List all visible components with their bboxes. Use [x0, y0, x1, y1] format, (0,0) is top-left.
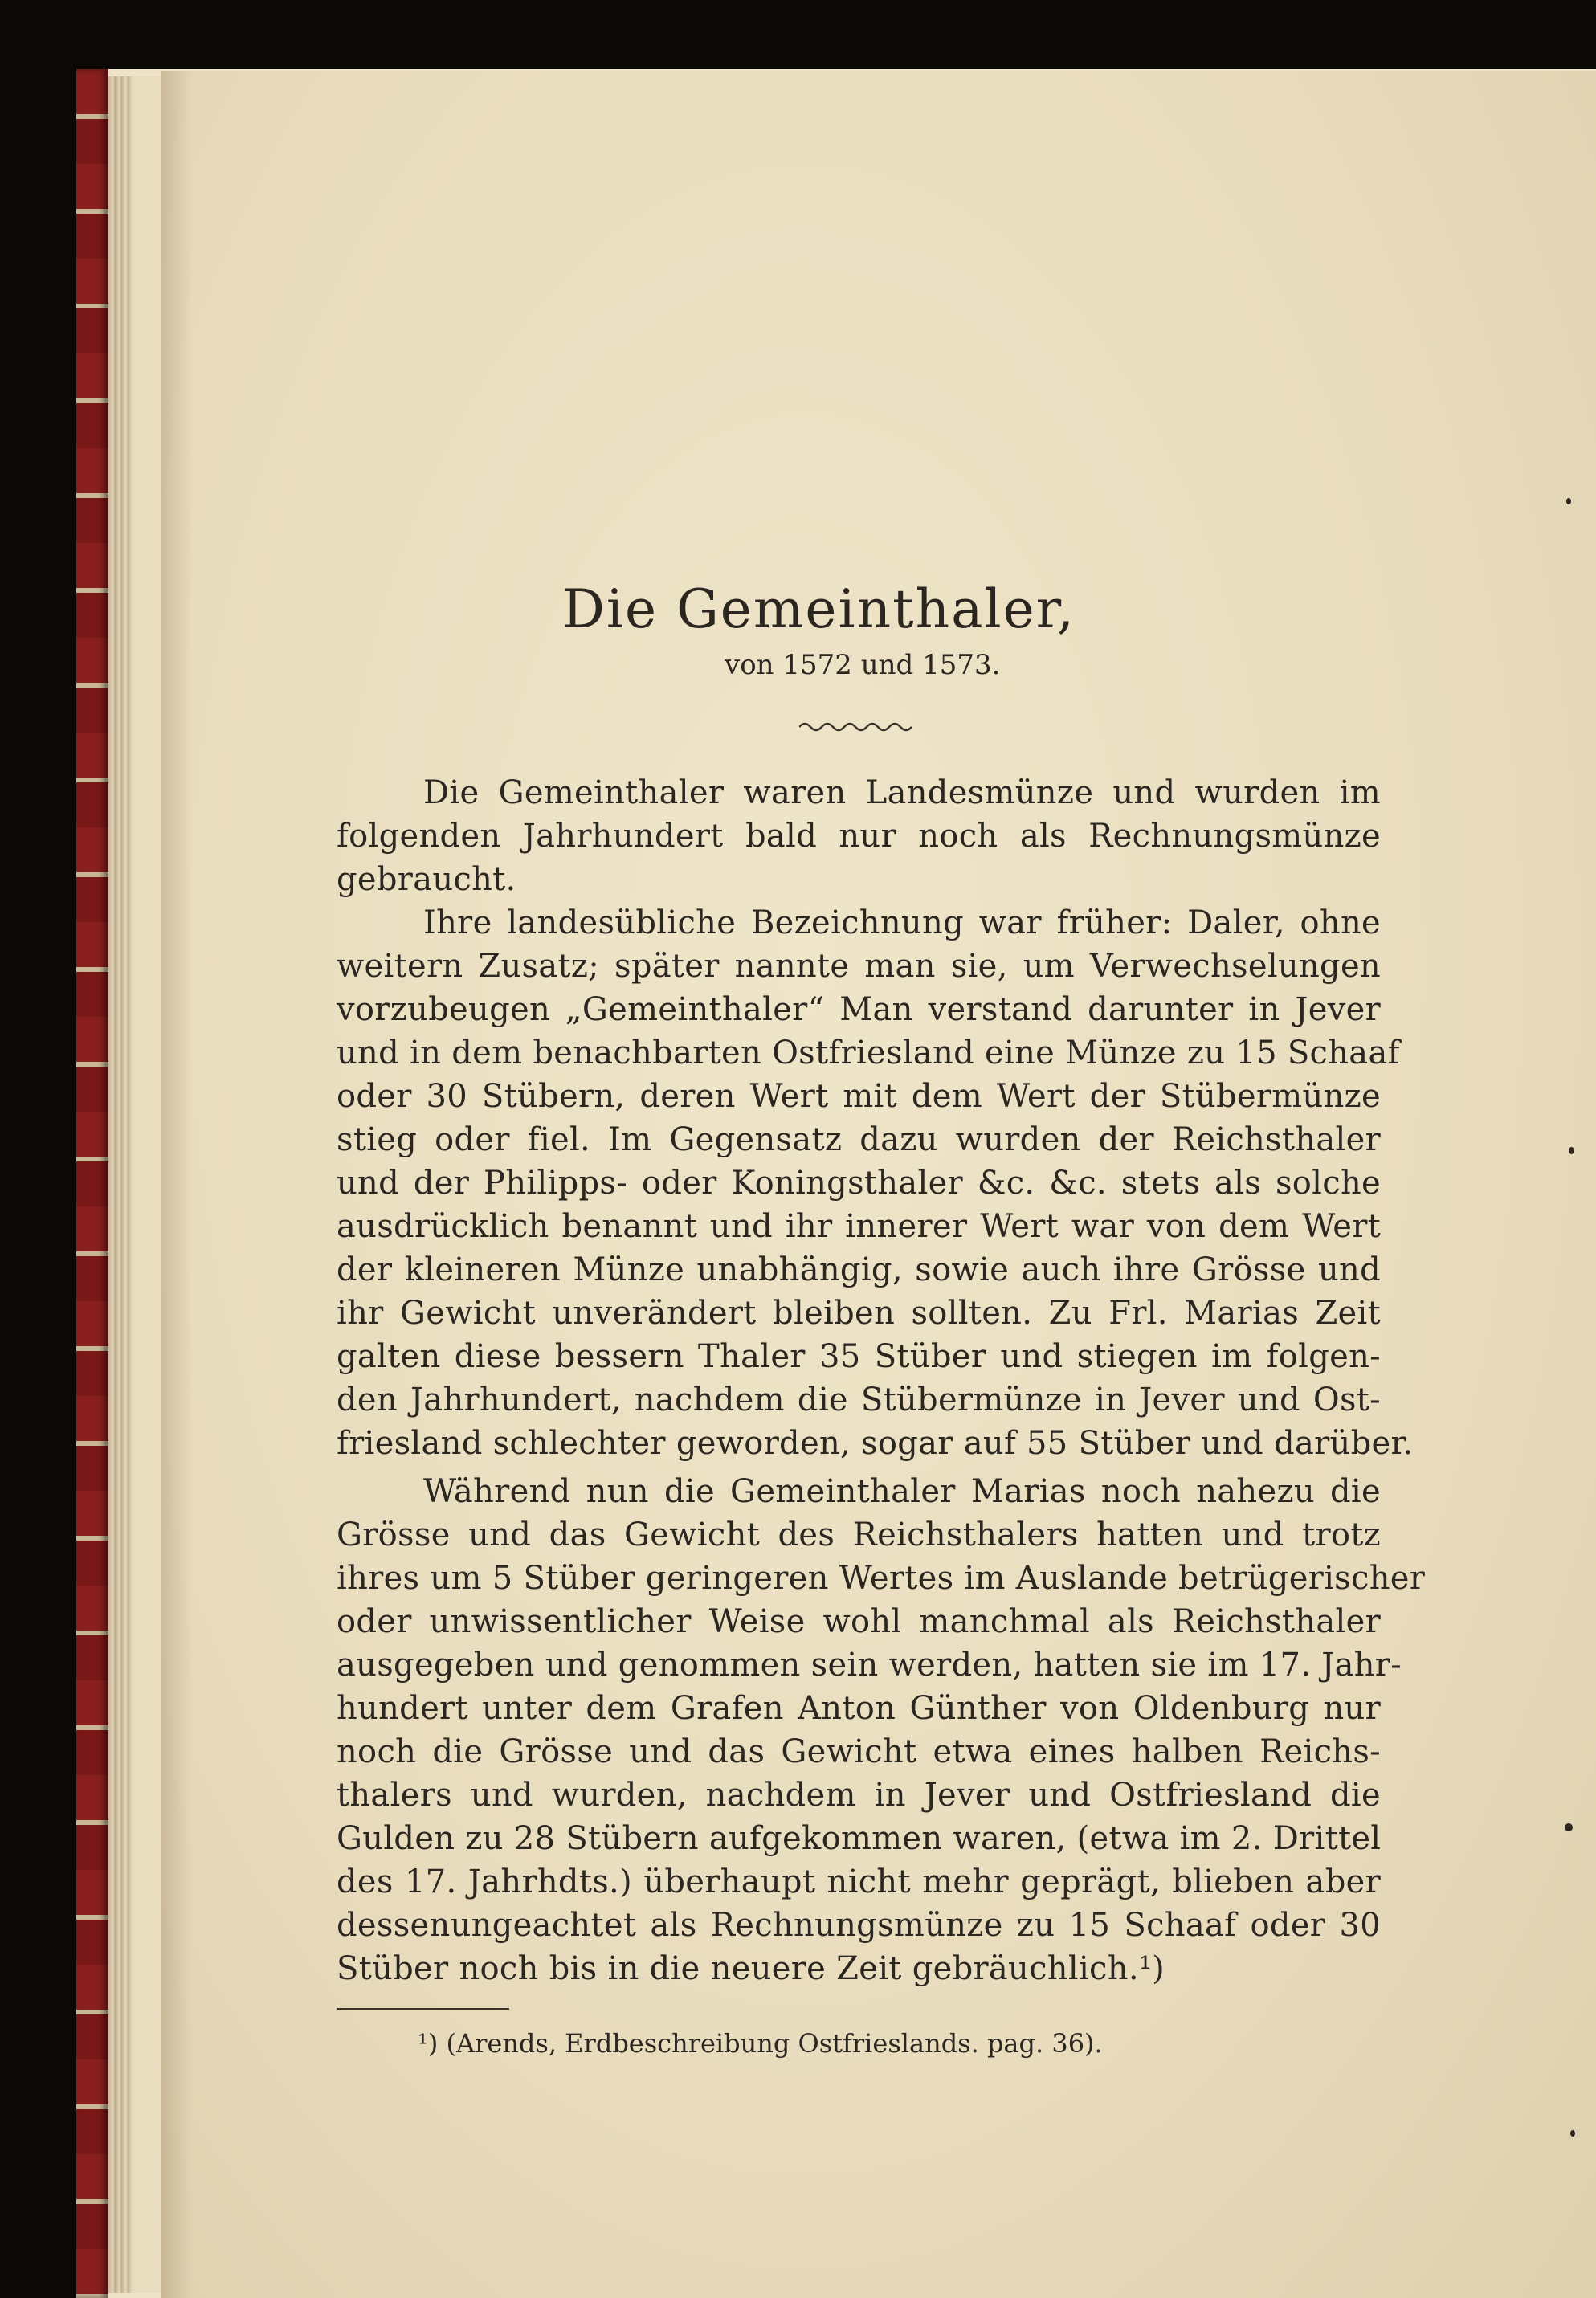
footnote-rule: [337, 2008, 509, 2010]
text-line: folgenden Jahrhundert bald nur noch als Rechnungsmünze: [337, 818, 1381, 855]
page-title: Die Gemeinthaler,: [562, 578, 1076, 640]
ink-speck: [1569, 1147, 1574, 1154]
text-line: ausdrücklich benannt und ihr innerer Wert war von dem Wert: [337, 1208, 1381, 1245]
text-line: galten diese bessern Thaler 35 Stüber und stiegen im folgen-: [337, 1338, 1381, 1375]
text-line: weitern Zusatz; später nannte man sie, um Verwechselungen: [337, 948, 1381, 985]
text-line: ihr Gewicht unverändert bleiben sollten. Zu Frl. Marias Zeit: [337, 1295, 1381, 1332]
book-spine-edge: [76, 69, 108, 2298]
text-line: Ihre landesübliche Bezeichnung war früher: Daler, ohne: [423, 904, 1381, 941]
text-line: gebraucht.: [337, 861, 516, 898]
page-stack-edges: [108, 76, 165, 2293]
text-line: oder 30 Stübern, deren Wert mit dem Wert der Stübermünze: [337, 1078, 1381, 1115]
text-line: dessenungeachtet als Rechnungsmünze zu 15 Schaaf oder 30: [337, 1907, 1381, 1944]
text-line: der kleineren Münze unabhängig, sowie auch ihre Grösse und: [337, 1251, 1381, 1288]
text-line: und der Philipps- oder Koningsthaler &c. &c. stets als solche: [337, 1165, 1381, 1202]
text-line: hundert unter dem Grafen Anton Günther von Oldenburg nur: [337, 1690, 1381, 1727]
text-line: des 17. Jahrhdts.) überhaupt nicht mehr geprägt, blieben aber: [337, 1863, 1381, 1900]
text-line: Grösse und das Gewicht des Reichsthalers hatten und trotz: [337, 1516, 1381, 1553]
text-line: oder unwissentlicher Weise wohl manchmal als Reichsthaler: [337, 1603, 1381, 1640]
text-line: noch die Grösse und das Gewicht etwa eines halben Reichs-: [337, 1733, 1381, 1770]
page-gutter-shadow: [161, 71, 193, 2298]
text-line: vorzubeugen „Gemeinthaler“ Man verstand darunter in Jever: [337, 991, 1381, 1028]
text-line: Gulden zu 28 Stübern aufgekommen waren, (etwa im 2. Drittel: [337, 1820, 1382, 1857]
footnote: ¹) (Arends, Erdbeschreibung Ostfrieslands. pag. 36).: [418, 2028, 1103, 2059]
wavy-ornament-icon: [799, 719, 920, 735]
text-line: Während nun die Gemeinthaler Marias noch nahezu die: [423, 1473, 1381, 1510]
text-line: thalers und wurden, nachdem in Jever und Ostfriesland die: [337, 1777, 1381, 1814]
text-line: friesland schlechter geworden, sogar auf 55 Stüber und darüber.: [337, 1425, 1414, 1462]
page-subtitle: von 1572 und 1573.: [725, 649, 1001, 681]
text-line: Stüber noch bis in die neuere Zeit gebräuchlich.¹): [337, 1950, 1165, 1987]
text-line: Die Gemeinthaler waren Landesmünze und wurden im: [423, 774, 1381, 811]
text-line: ihres um 5 Stüber geringeren Wertes im Auslande betrügerischer: [337, 1560, 1426, 1597]
ink-speck: [1566, 498, 1571, 504]
text-line: stieg oder fiel. Im Gegensatz dazu wurden der Reichsthaler: [337, 1121, 1381, 1158]
ink-speck: [1570, 2130, 1575, 2137]
text-line: den Jahrhundert, nachdem die Stübermünze in Jever und Ost-: [337, 1382, 1381, 1418]
text-line: und in dem benachbarten Ostfriesland eine Münze zu 15 Schaaf: [337, 1035, 1400, 1071]
text-line: ausgegeben und genommen sein werden, hatten sie im 17. Jahr-: [337, 1647, 1402, 1684]
ink-speck: [1565, 1823, 1573, 1831]
